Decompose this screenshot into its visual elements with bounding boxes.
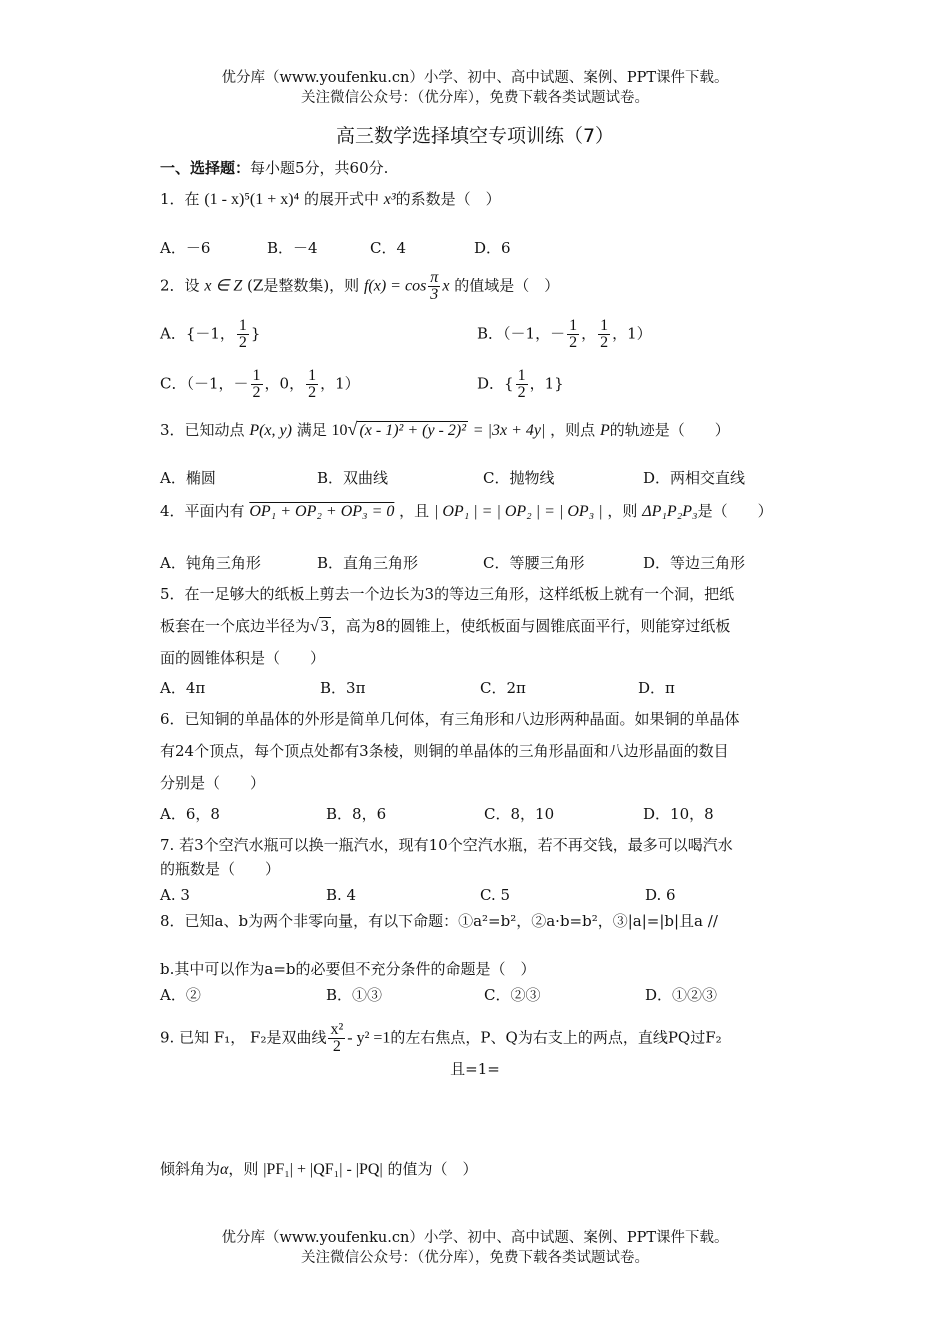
q6-line-1: 6．已知铜的单晶体的外形是简单几何体，有三角形和八边形两种晶面。如果铜的单晶体	[160, 710, 740, 728]
question-4	[160, 500, 773, 523]
q9-center-text: 且=1=	[450, 1060, 500, 1078]
q6-line-2: 有24个顶点，每个顶点处都有3条棱，则铜的单晶体的三角形晶面和八边形晶面的数目	[160, 742, 729, 760]
q6-option-b: B．8，6	[326, 805, 387, 823]
q1-prefix: 1．在	[160, 190, 200, 208]
q5-line-3: 面的圆锥体积是（ ）	[160, 649, 326, 667]
q6-line-3: 分别是（ ）	[160, 774, 266, 792]
q6-option-d: D．10，8	[643, 805, 714, 823]
q5-line-1: 5．在一足够大的纸板上剪去一个边长为3的等边三角形，这样纸板上就有一个洞，把纸	[160, 585, 735, 603]
q8-option-b: B．①③	[326, 986, 383, 1004]
question-9	[160, 1022, 722, 1055]
q4-suffix: 是（ ）	[697, 502, 773, 520]
q3-eq-right: = |3x + 4y|	[472, 422, 546, 439]
q3-eq-root: (x - 1)² + (y - 2)²	[359, 422, 466, 439]
page-title: 高三数学选择填空专项训练（7）	[335, 125, 615, 147]
q8-line-1: 8．已知a、b为两个非零向量，有以下命题：①a²=b²，②a·b=b²，③|a|=|b|且a //	[160, 912, 718, 930]
q3-eq-left: 10	[331, 422, 348, 439]
q4-option-c: C．等腰三角形	[483, 554, 585, 572]
q9-fraction: $\frac{\text{x²}}{2}$	[330, 1021, 344, 1055]
q2-option-b: B．（－1，－ $\frac{1}{2}$ ， $\frac{1}{2}$ ，1）	[477, 317, 652, 351]
q7-line-1: 7. 若3个空汽水瓶可以换一瓶汽水，现有10个空汽水瓶，若不再交钱，最多可以喝汽水	[160, 836, 733, 854]
q5-option-d: D．π	[638, 679, 675, 697]
q8-option-c: C．②③	[484, 986, 541, 1004]
q1-mid: 的展开式中	[303, 190, 379, 208]
q3-option-b: B．双曲线	[317, 469, 389, 487]
q3-option-d: D．两相交直线	[643, 469, 746, 487]
question-3: 3．已知动点 P(x, y) 满足 10√ (x - 1)² + (y - 2)² = |3x + 4y| ，则点 P的轨迹是（ ）	[160, 419, 730, 439]
q5-option-a: A．4π	[160, 679, 206, 697]
q1-option-d: D．6	[474, 239, 511, 257]
q2-fraction: $\frac{\pi}{3}$	[430, 269, 439, 303]
q2-prefix: 2．设	[160, 276, 200, 295]
header-line-2: 关注微信公众号：（优分库），免费下载各类试题试卷。	[301, 90, 649, 106]
q1-option-c: C．4	[370, 239, 407, 257]
q9-last-line: 倾斜角为α，则 |PF₁| + |QF₁| - |PQ| 的值为（ ）	[160, 1160, 478, 1178]
q9-prefix: 9. 已知 F₁， F₂是双曲线	[160, 1028, 327, 1047]
q4-option-a: A．钝角三角形	[160, 554, 261, 572]
q2-suffix: 的值域是（ ）	[454, 276, 560, 295]
q3-option-a: A．椭圆	[160, 469, 216, 487]
q1-expr: (1 - x)⁵(1 + x)⁴	[204, 191, 300, 208]
q4-mid: ，且	[399, 502, 430, 520]
q4-eq: | OP₁ | = | OP₂ | = | OP₃ |	[433, 503, 603, 520]
q3-prefix: 3．已知动点	[160, 421, 245, 439]
q3-mid2: ，则点	[550, 421, 596, 439]
q7-option-b: B. 4	[326, 886, 357, 904]
q3-point: P(x, y)	[249, 422, 292, 439]
q4-sum: OP₁ + OP₂ + OP₃ = 0	[249, 503, 395, 520]
question-2	[160, 270, 559, 303]
q5-sqrt3: 3	[320, 618, 329, 635]
section-heading	[160, 157, 388, 179]
q2-option-a: A．{－1， $\frac{1}{2}$ }	[160, 317, 261, 351]
q5-option-c: C．2π	[480, 679, 526, 697]
q2-option-c: C．（－1，－ $\frac{1}{2}$ ，0， $\frac{1}{2}$ ，1）	[160, 367, 360, 401]
q4-option-d: D．等边三角形	[643, 554, 746, 572]
q9-suffix: 的左右焦点，P、Q为右支上的两点，直线PQ过F₂	[390, 1028, 722, 1047]
q7-option-d: D. 6	[645, 886, 676, 904]
q8-line-2: b.其中可以作为a=b的必要但不充分条件的命题是（ ）	[160, 960, 536, 978]
q1-term: x³	[383, 191, 396, 208]
q2-func: f(x) = cos	[363, 277, 427, 295]
q1-option-a: A．－6	[160, 239, 211, 257]
section-label: 一、选择题：	[160, 159, 251, 177]
q3-mid: 满足	[296, 421, 327, 439]
footer-line-1: 优分库（www.youfenku.cn）小学、初中、高中试题、案例、PPT课件下载。	[221, 1230, 729, 1246]
q3-p: P	[599, 422, 610, 439]
q3-option-c: C．抛物线	[483, 469, 555, 487]
q6-option-a: A．6，8	[160, 805, 220, 823]
q4-prefix: 4．平面内有	[160, 502, 245, 520]
q2-cond: x ∈ Z	[204, 277, 243, 295]
q4-tri: ΔP₁P₂P₃	[642, 503, 698, 520]
q1-suffix: 的系数是（ ）	[395, 190, 501, 208]
q2-option-d: D．{ $\frac{1}{2}$ ，1}	[477, 367, 564, 401]
section-desc: 每小题5分，共60分.	[250, 159, 389, 177]
q4-mid2: ，则	[607, 502, 638, 520]
header-line-1: 优分库（www.youfenku.cn）小学、初中、高中试题、案例、PPT课件下载。	[221, 70, 729, 86]
q7-option-c: C. 5	[480, 886, 511, 904]
q7-option-a: A. 3	[160, 886, 190, 904]
q6-option-c: C．8，10	[484, 805, 555, 823]
question-1	[160, 188, 501, 211]
q8-option-d: D．①②③	[645, 986, 718, 1004]
q2-x: x	[442, 277, 450, 295]
footer-line-2: 关注微信公众号：（优分库），免费下载各类试题试卷。	[301, 1250, 649, 1266]
q5-line-2: 板套在一个底边半径为√ 3 ，高为8的圆锥上，使纸板面与圆锥底面平行，则能穿过纸板	[160, 617, 731, 635]
q3-suffix: 的轨迹是（ ）	[609, 421, 730, 439]
q2-note: (Z是整数集)，则	[247, 276, 360, 295]
q5-option-b: B．3π	[320, 679, 366, 697]
q1-option-b: B．－4	[267, 239, 318, 257]
q4-option-b: B．直角三角形	[317, 554, 419, 572]
q8-option-a: A．②	[160, 986, 201, 1004]
q9-alpha: α	[220, 1161, 229, 1178]
q9-eq: - y² =1	[347, 1029, 391, 1047]
q7-line-2: 的瓶数是（ ）	[160, 860, 281, 878]
q9-expr: |PF₁| + |QF₁| - |PQ|	[263, 1161, 383, 1178]
